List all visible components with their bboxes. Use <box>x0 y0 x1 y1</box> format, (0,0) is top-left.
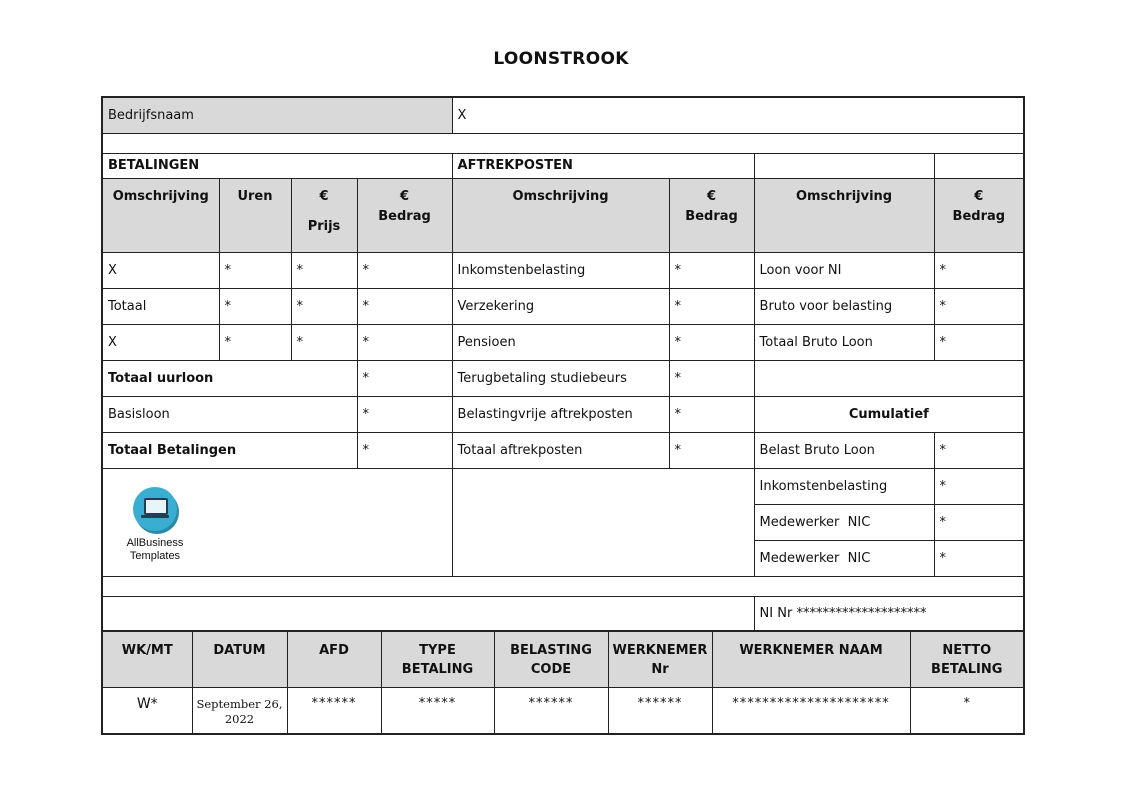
employee-name-value: ********************* <box>712 687 910 734</box>
pay-description: X <box>102 324 219 360</box>
summary-value: * <box>934 288 1024 324</box>
price-value: * <box>291 252 357 288</box>
header-pay-description: Omschrijving <box>102 178 219 252</box>
amount-value: * <box>357 324 452 360</box>
cumulative-value: * <box>934 504 1024 540</box>
header-price-label: Prijs <box>307 218 341 234</box>
cumulative-label: Inkomstenbelasting <box>754 468 934 504</box>
deduction-label: Belastingvrije aftrekposten <box>452 396 669 432</box>
ni-number: NI Nr ******************** <box>754 596 1024 631</box>
payments-total-value: * <box>357 432 452 468</box>
header-deduction-amount-label: Bedrag <box>685 208 738 224</box>
table-row <box>102 252 1024 288</box>
header-summary-description: Omschrijving <box>754 178 934 252</box>
payments-total-row <box>102 432 1024 468</box>
deduction-value: * <box>669 360 754 396</box>
column-header-row <box>102 178 1024 252</box>
amount-value: * <box>357 288 452 324</box>
logo-cell <box>102 468 452 576</box>
company-row <box>102 97 1024 133</box>
deduction-value: * <box>669 252 754 288</box>
hourly-total-label: Totaal uurloon <box>102 360 357 396</box>
euro-symbol: € <box>319 188 329 204</box>
page-title: LOONSTROOK <box>493 49 629 69</box>
laptop-icon <box>133 487 177 531</box>
summary-label: Bruto voor belasting <box>754 288 934 324</box>
deduction-label: Inkomstenbelasting <box>452 252 669 288</box>
header-deduction-amount <box>669 178 754 252</box>
header-summary-amount-label: Bedrag <box>952 208 1006 224</box>
net-payment-value: * <box>910 687 1024 734</box>
deduction-label: Pensioen <box>452 324 669 360</box>
company-logo <box>113 487 197 563</box>
summary-label: Loon voor NI <box>754 252 934 288</box>
department-value: ****** <box>287 687 381 734</box>
header-hours: Uren <box>219 178 291 252</box>
hours-value: * <box>219 324 291 360</box>
week-month-value: W* <box>102 687 192 734</box>
header-deduction-description: Omschrijving <box>452 178 669 252</box>
pay-description: X <box>102 252 219 288</box>
euro-symbol: € <box>974 188 984 204</box>
deduction-value: * <box>669 396 754 432</box>
footer-value-row <box>102 687 1024 734</box>
deduction-label: Terugbetaling studiebeurs <box>452 360 669 396</box>
cumulative-label: Medewerker NIC <box>754 540 934 576</box>
summary-value: * <box>934 324 1024 360</box>
base-salary-row <box>102 396 1024 432</box>
deductions-total-value: * <box>669 432 754 468</box>
amount-value: * <box>357 252 452 288</box>
pay-description: Totaal <box>102 288 219 324</box>
euro-symbol: € <box>707 188 717 204</box>
summary-value: * <box>934 252 1024 288</box>
table-row <box>102 324 1024 360</box>
employee-footer-table <box>101 630 1025 735</box>
deductions-section-title: AFTREKPOSTEN <box>452 153 754 178</box>
hourly-total-row <box>102 360 1024 396</box>
spacer-row <box>102 576 1024 596</box>
payment-type-value: ***** <box>381 687 494 734</box>
payments-section-title: BETALINGEN <box>102 153 452 178</box>
ni-number-row <box>102 596 1024 631</box>
header-amount-label: Bedrag <box>378 208 431 224</box>
header-net-payment: NETTO BETALING <box>910 631 1024 687</box>
header-employee-name: WERKNEMER NAAM <box>712 631 910 687</box>
deduction-value: * <box>669 324 754 360</box>
hours-value: * <box>219 252 291 288</box>
hours-value: * <box>219 288 291 324</box>
header-summary-amount <box>934 178 1024 252</box>
logo-text-line1: AllBusiness <box>126 536 184 549</box>
payslip-table <box>101 96 1025 632</box>
header-date: DATUM <box>192 631 287 687</box>
empty-notes-cell <box>452 468 754 576</box>
deduction-value: * <box>669 288 754 324</box>
header-payment-type: TYPE BETALING <box>381 631 494 687</box>
footer-header-row <box>102 631 1024 687</box>
payments-total-label: Totaal Betalingen <box>102 432 357 468</box>
cumulative-label: Medewerker NIC <box>754 504 934 540</box>
cumulative-title: Cumulatief <box>754 396 1024 432</box>
section-row <box>102 153 1024 178</box>
logo-text-line2: Templates <box>129 549 181 562</box>
cumulative-value: * <box>934 540 1024 576</box>
cumulative-label: Belast Bruto Loon <box>754 432 934 468</box>
header-employee-number: WERKNEMER Nr <box>608 631 712 687</box>
price-value: * <box>291 324 357 360</box>
header-department: AFD <box>287 631 381 687</box>
spacer-row <box>102 133 1024 153</box>
date-value: September 26, 2022 <box>192 687 287 734</box>
header-tax-code: BELASTING CODE <box>494 631 608 687</box>
deductions-total-label: Totaal aftrekposten <box>452 432 669 468</box>
cumulative-value: * <box>934 468 1024 504</box>
company-label: Bedrijfsnaam <box>102 97 452 133</box>
base-salary-label: Basisloon <box>102 396 357 432</box>
company-value: X <box>452 97 1024 133</box>
base-salary-value: * <box>357 396 452 432</box>
tax-code-value: ****** <box>494 687 608 734</box>
euro-symbol: € <box>400 188 410 204</box>
table-row <box>102 288 1024 324</box>
employee-number-value: ****** <box>608 687 712 734</box>
hourly-total-value: * <box>357 360 452 396</box>
header-week-month: WK/MT <box>102 631 192 687</box>
header-amount <box>357 178 452 252</box>
header-price <box>291 178 357 252</box>
price-value: * <box>291 288 357 324</box>
summary-label: Totaal Bruto Loon <box>754 324 934 360</box>
deduction-label: Verzekering <box>452 288 669 324</box>
cumulative-value: * <box>934 432 1024 468</box>
cumulative-row <box>102 468 1024 504</box>
